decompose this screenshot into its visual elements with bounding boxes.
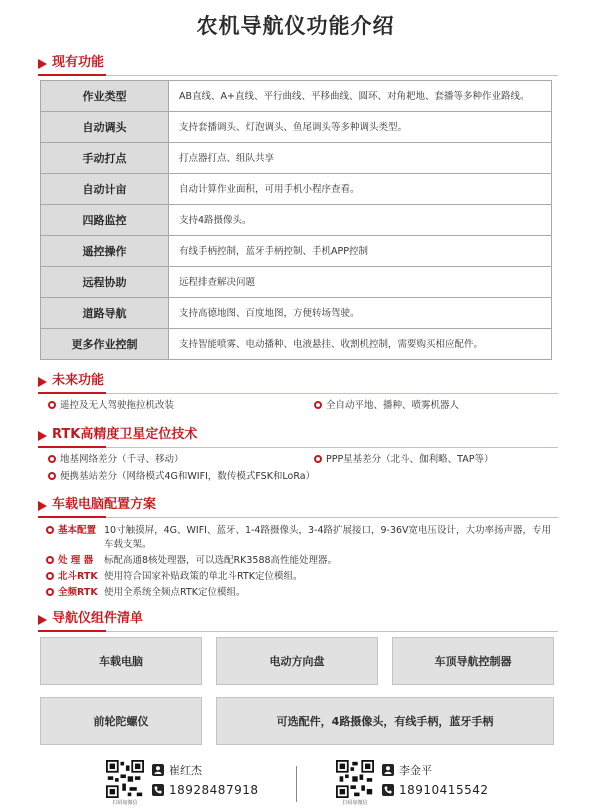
feature-desc: 支持高德地图、百度地图，方便转场驾驶。	[169, 298, 552, 329]
list-item	[46, 586, 556, 600]
table-row	[41, 329, 552, 360]
section-rule	[106, 631, 558, 632]
table-row	[41, 298, 552, 329]
table-row	[41, 174, 552, 205]
section-title: 未来功能	[52, 373, 105, 388]
bullet-icon	[314, 455, 322, 463]
section-title: 车载电脑配置方案	[52, 497, 157, 512]
feature-name: 远程协助	[41, 267, 169, 298]
list-item: 便携基站差分（网络模式4G和WIFI，数传模式FSK和LoRa）	[48, 468, 315, 485]
table-row	[41, 112, 552, 143]
config-key: 基本配置	[58, 525, 97, 536]
feature-name: 作业类型	[41, 81, 169, 112]
section-title: RTK高精度卫星定位技术	[52, 427, 198, 442]
bullet-icon	[46, 588, 54, 596]
component-box: 前轮陀螺仪	[40, 697, 202, 745]
feature-desc: 支持4路摄像头。	[169, 205, 552, 236]
list-item: 地基网络差分（千寻、移动）	[48, 451, 184, 468]
bullet-icon	[46, 526, 54, 534]
section-header-future	[38, 372, 558, 394]
triangle-marker-icon	[38, 59, 47, 69]
feature-name: 道路导航	[41, 298, 169, 329]
phone-icon	[382, 784, 394, 796]
feature-desc: 支持智能喷雾、电动播种、电液悬挂、收割机控制，需要购买相应配件。	[169, 329, 552, 360]
config-key: 全频RTK	[58, 587, 98, 598]
section-rule	[106, 517, 558, 518]
component-box: 可选配件，4路摄像头，有线手柄，蓝牙手柄	[216, 697, 554, 745]
list-item	[46, 524, 556, 552]
feature-name: 自动计亩	[41, 174, 169, 205]
feature-name: 遥控操作	[41, 236, 169, 267]
page-title: 农机导航仪功能介绍	[196, 14, 395, 38]
contact-phone-left: 18928487918	[152, 783, 258, 797]
feature-desc: 支持套播调头、灯泡调头、鱼尾调头等多种调头类型。	[169, 112, 552, 143]
section-underline	[38, 74, 106, 76]
bullet-icon	[46, 556, 54, 564]
future-list	[48, 397, 558, 414]
bullet-icon	[48, 472, 56, 480]
section-header-current	[38, 54, 558, 76]
qr-code-icon	[106, 760, 144, 798]
person-icon	[382, 764, 394, 776]
triangle-marker-icon	[38, 615, 47, 625]
table-row	[41, 81, 552, 112]
config-key: 处 理 器	[58, 555, 94, 566]
config-list	[46, 524, 556, 602]
rtk-list	[48, 451, 558, 485]
feature-name: 四路监控	[41, 205, 169, 236]
triangle-marker-icon	[38, 501, 47, 511]
config-value: 使用全系统全频点RTK定位模组。	[104, 587, 246, 598]
bullet-icon	[46, 572, 54, 580]
qr-code-icon	[336, 760, 374, 798]
config-value: 10寸触摸屏，4G、WIFI、蓝牙、1-4路摄像头，3-4路扩展接口，9-36V宽电压设计，大功率扬声器，专用车载支架。	[104, 525, 552, 550]
component-box: 电动方向盘	[216, 637, 378, 685]
section-header-rtk	[38, 426, 558, 448]
phone-icon	[152, 784, 164, 796]
qr-caption: 扫码加微信	[112, 800, 138, 806]
feature-desc: 远程排查解决问题	[169, 267, 552, 298]
list-item: 遥控及无人驾驶拖拉机改装	[48, 397, 174, 414]
section-rule	[106, 75, 558, 76]
table-row	[41, 205, 552, 236]
section-underline	[38, 392, 106, 394]
feature-desc: 打点器打点、组队共享	[169, 143, 552, 174]
section-underline	[38, 446, 106, 448]
section-title: 导航仪组件清单	[52, 611, 144, 626]
component-box: 车载电脑	[40, 637, 202, 685]
table-row	[41, 143, 552, 174]
feature-desc: 自动计算作业面积，可用手机小程序查看。	[169, 174, 552, 205]
feature-table	[40, 80, 552, 360]
bullet-icon	[314, 401, 322, 409]
bullet-icon	[48, 455, 56, 463]
feature-desc: 有线手柄控制，蓝牙手柄控制、手机APP控制	[169, 236, 552, 267]
feature-name: 自动调头	[41, 112, 169, 143]
person-icon	[152, 764, 164, 776]
contact-name-right: 李金平	[382, 762, 432, 778]
table-row	[41, 267, 552, 298]
list-item: PPP星基差分（北斗、伽利略、TAP等）	[314, 451, 493, 468]
list-item	[46, 570, 556, 584]
feature-name: 更多作业控制	[41, 329, 169, 360]
section-underline	[38, 516, 106, 518]
bullet-icon	[48, 401, 56, 409]
section-header-components	[38, 610, 558, 632]
triangle-marker-icon	[38, 431, 47, 441]
contact-phone-right: 18910415542	[382, 783, 488, 797]
feature-name: 手动打点	[41, 143, 169, 174]
section-title: 现有功能	[52, 55, 105, 70]
config-key: 北斗RTK	[58, 571, 98, 582]
section-rule	[106, 393, 558, 394]
list-item: 全自动平地、播种、喷雾机器人	[314, 397, 459, 414]
section-header-config	[38, 496, 558, 518]
footer-divider	[296, 766, 297, 802]
section-rule	[106, 447, 558, 448]
qr-caption: 扫码加微信	[342, 800, 368, 806]
contact-footer	[0, 756, 591, 810]
section-underline	[38, 630, 106, 632]
triangle-marker-icon	[38, 377, 47, 387]
list-item	[46, 554, 556, 568]
config-value: 标配高通8核处理器，可以选配RK3588高性能处理器。	[104, 555, 338, 566]
contact-name-left: 崔红杰	[152, 762, 202, 778]
feature-desc: AB直线、A+直线、平行曲线、平移曲线、圆环、对角耙地、套播等多种作业路线。	[169, 81, 552, 112]
component-box: 车顶导航控制器	[392, 637, 554, 685]
table-row	[41, 236, 552, 267]
config-value: 使用符合国家补贴政策的单北斗RTK定位模组。	[104, 571, 303, 582]
